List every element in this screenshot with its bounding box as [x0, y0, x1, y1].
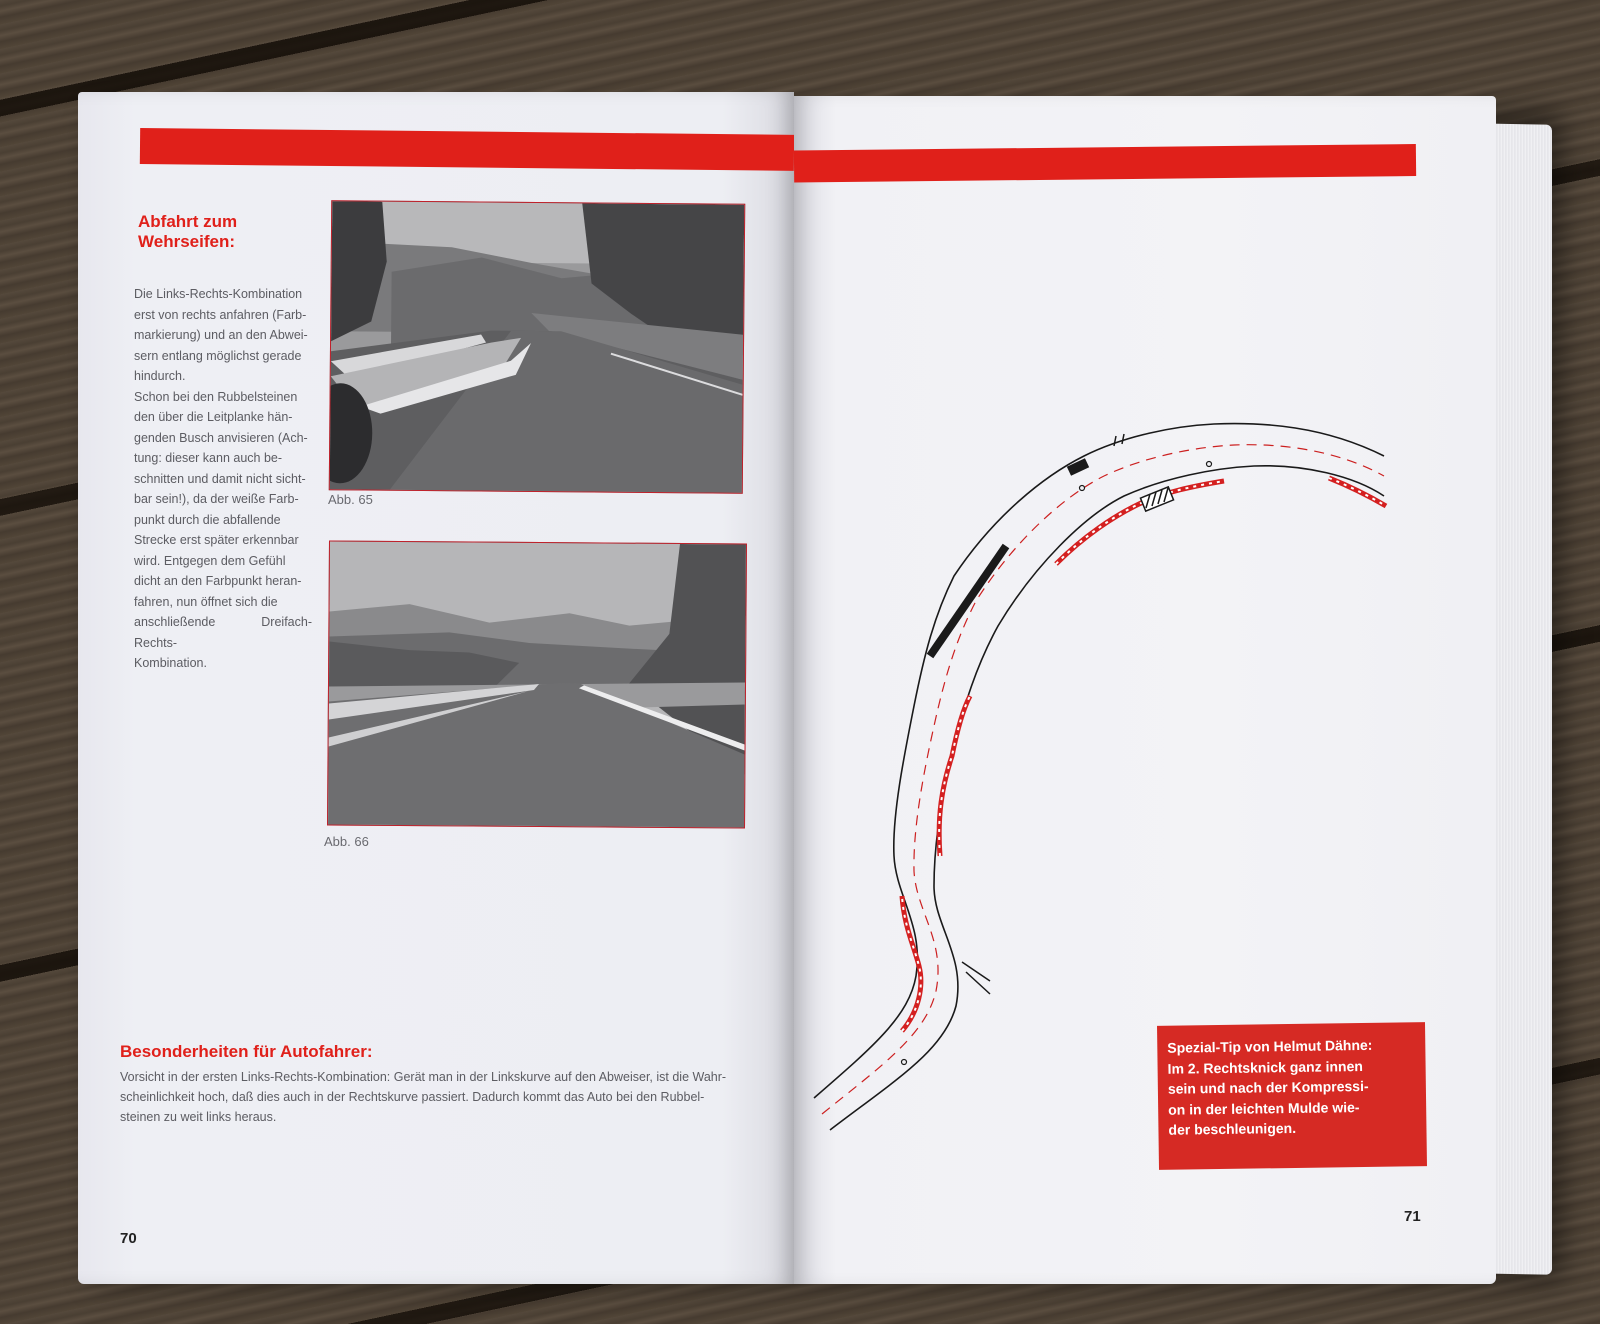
text-line: schnitten und damit nicht sicht-: [134, 471, 306, 486]
section-text: [120, 1067, 750, 1127]
kerb-3: [1056, 481, 1224, 564]
text-line: hindurch.: [134, 369, 186, 383]
tip-line: sein und nach der Kompressi-: [1167, 1077, 1369, 1097]
photo-66-scene: [328, 542, 746, 828]
text-line: markierung) und an den Abwei-: [134, 328, 308, 342]
point-marker: [902, 1060, 907, 1065]
special-tip-box: [1157, 1022, 1427, 1170]
section-heading-besonderheiten: Besonderheiten für Autofahrer:: [120, 1042, 373, 1061]
text-line: den über die Leitplanke hän-: [134, 410, 293, 424]
kerb-2: [939, 696, 970, 856]
heading-line: Wehrseifen:: [138, 232, 235, 251]
text-line: scheinlichkeit hoch, daß dies auch in der Rechtskurve passiert. Dadurch kommt das Auto bei den Rubbel-: [120, 1090, 705, 1104]
tip-line: Spezial-Tip von Helmut Dähne:: [1167, 1036, 1373, 1056]
tip-line: on in der leichten Mulde wie-: [1168, 1098, 1360, 1118]
page-number-left: 70: [120, 1230, 137, 1247]
page-number-right: 71: [1404, 1208, 1421, 1225]
tip-line: der beschleunigen.: [1168, 1119, 1297, 1138]
text-line: erst von rechts anfahren (Farb-: [134, 307, 307, 322]
text-line: Vorsicht in der ersten Links-Rechts-Kombination: Gerät man in der Linkskurve auf den Abweiser, ist die Wahr-: [120, 1070, 727, 1084]
right-page: [794, 96, 1496, 1284]
text-line: sern entlang möglichst gerade: [134, 348, 302, 363]
body-text: [134, 284, 312, 674]
photo-65-scene: [330, 201, 744, 493]
point-marker: [1080, 486, 1085, 491]
post-marker: [1114, 434, 1124, 446]
caption-abb-66: Abb. 66: [324, 834, 369, 849]
text-line: Strecke erst später erkennbar: [134, 533, 299, 547]
text-line: bar sein!), da der weiße Farb-: [134, 492, 299, 506]
header-red-bar: [140, 128, 794, 171]
black-barrier: [930, 546, 1006, 656]
point-marker: [1207, 462, 1212, 467]
kerb-3-stripes: [1056, 481, 1224, 564]
text-line: genden Busch anvisieren (Ach-: [134, 430, 308, 445]
text-line: Schon bei den Rubbelsteinen: [134, 389, 298, 404]
car-icon: [1067, 458, 1089, 476]
track-center-line: [822, 445, 1384, 1114]
text-line: steinen zu weit links heraus.: [120, 1110, 277, 1124]
heading-line: Abfahrt zum: [138, 212, 238, 231]
left-page: [78, 92, 794, 1284]
caption-abb-65: Abb. 65: [328, 492, 373, 507]
text-line: anschließende Dreifach-Rechts-: [134, 615, 312, 650]
side-road: [962, 962, 990, 994]
text-line: Die Links-Rechts-Kombination: [134, 287, 303, 301]
text-line: tung: dieser kann auch be-: [134, 451, 283, 465]
text-line: wird. Entgegen dem Gefühl: [134, 553, 286, 568]
tip-line: Im 2. Rechtsknick ganz innen: [1167, 1057, 1363, 1077]
text-line: fahren, nun öffnet sich die: [134, 594, 278, 609]
kerb-1-stripes: [902, 896, 921, 1031]
section-heading-abfahrt: [138, 212, 338, 252]
photo-abb-66: [327, 541, 747, 829]
text-line: punkt durch die abfallende: [134, 512, 281, 527]
text-line: dicht an den Farbpunkt heran-: [134, 574, 302, 588]
photo-abb-65: [329, 200, 746, 494]
text-line: Kombination.: [134, 656, 207, 670]
